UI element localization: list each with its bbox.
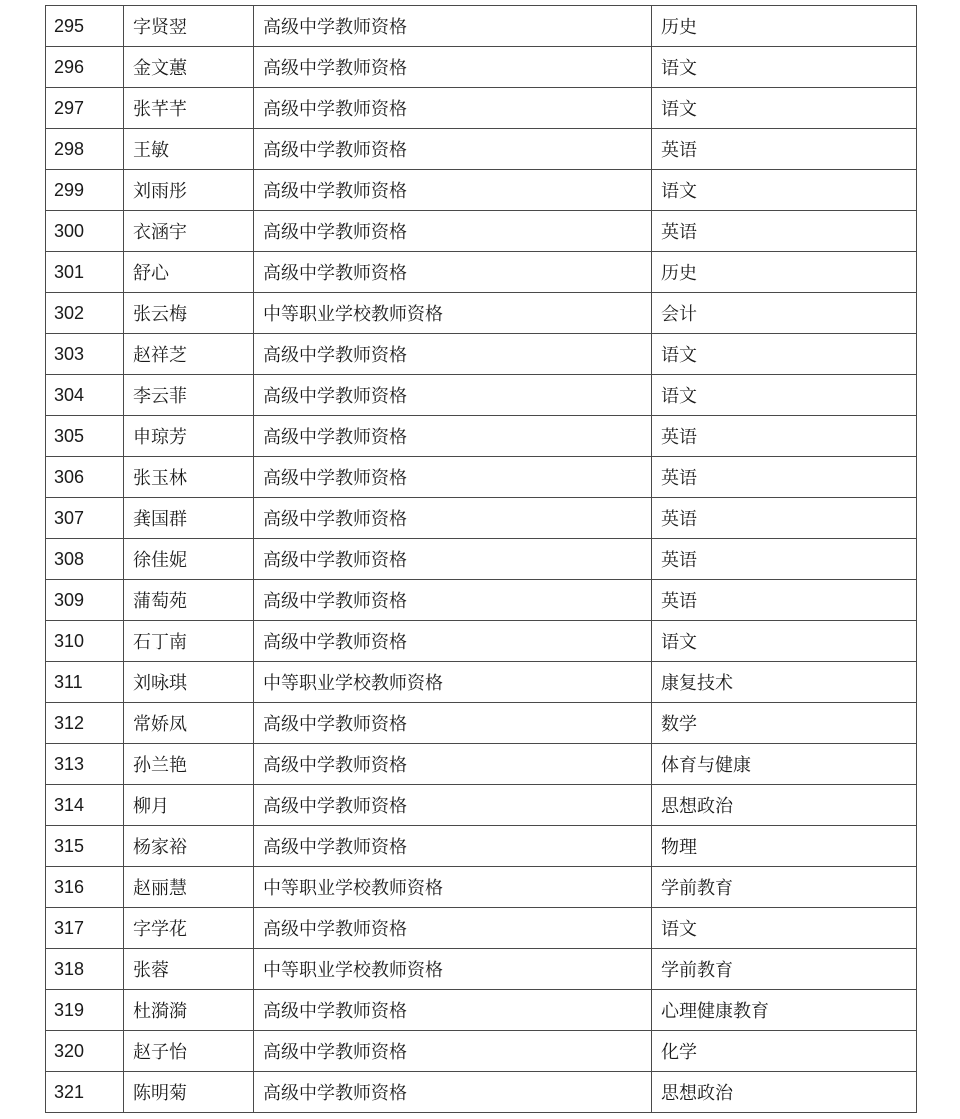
subject: 英语: [652, 539, 917, 580]
table-row: [46, 211, 917, 252]
person-name: 刘咏琪: [124, 662, 254, 703]
table-row: [46, 129, 917, 170]
subject: 语文: [652, 908, 917, 949]
row-number: 303: [46, 334, 124, 375]
qualification-type: 高级中学教师资格: [254, 88, 652, 129]
row-number: 310: [46, 621, 124, 662]
table-row: [46, 990, 917, 1031]
row-number: 295: [46, 6, 124, 47]
row-number: 302: [46, 293, 124, 334]
table-row: [46, 375, 917, 416]
subject: 心理健康教育: [652, 990, 917, 1031]
person-name: 字贤翌: [124, 6, 254, 47]
subject: 英语: [652, 129, 917, 170]
qualification-type: 高级中学教师资格: [254, 826, 652, 867]
table-row: [46, 334, 917, 375]
subject: 英语: [652, 457, 917, 498]
row-number: 311: [46, 662, 124, 703]
person-name: 申琼芳: [124, 416, 254, 457]
qualification-type: 高级中学教师资格: [254, 252, 652, 293]
subject: 学前教育: [652, 949, 917, 990]
qualification-type: 高级中学教师资格: [254, 170, 652, 211]
qualification-type: 中等职业学校教师资格: [254, 949, 652, 990]
row-number: 321: [46, 1072, 124, 1113]
row-number: 314: [46, 785, 124, 826]
qualification-type: 中等职业学校教师资格: [254, 293, 652, 334]
person-name: 蒲萄苑: [124, 580, 254, 621]
subject: 数学: [652, 703, 917, 744]
person-name: 石丁南: [124, 621, 254, 662]
table-row: [46, 662, 917, 703]
qualification-type: 高级中学教师资格: [254, 621, 652, 662]
qualification-type: 高级中学教师资格: [254, 211, 652, 252]
person-name: 赵丽慧: [124, 867, 254, 908]
person-name: 杨家裕: [124, 826, 254, 867]
qualification-type: 高级中学教师资格: [254, 416, 652, 457]
row-number: 298: [46, 129, 124, 170]
row-number: 299: [46, 170, 124, 211]
person-name: 衣涵宇: [124, 211, 254, 252]
person-name: 刘雨彤: [124, 170, 254, 211]
table-row: [46, 88, 917, 129]
subject: 体育与健康: [652, 744, 917, 785]
subject: 语文: [652, 170, 917, 211]
row-number: 296: [46, 47, 124, 88]
person-name: 赵子怡: [124, 1031, 254, 1072]
row-number: 315: [46, 826, 124, 867]
qualification-type: 高级中学教师资格: [254, 498, 652, 539]
person-name: 孙兰艳: [124, 744, 254, 785]
person-name: 陈明菊: [124, 1072, 254, 1113]
person-name: 杜漪漪: [124, 990, 254, 1031]
subject: 学前教育: [652, 867, 917, 908]
subject: 化学: [652, 1031, 917, 1072]
table-row: [46, 293, 917, 334]
row-number: 307: [46, 498, 124, 539]
qualification-type: 高级中学教师资格: [254, 744, 652, 785]
person-name: 赵祥芝: [124, 334, 254, 375]
table-body: [46, 6, 917, 1113]
person-name: 徐佳妮: [124, 539, 254, 580]
subject: 思想政治: [652, 785, 917, 826]
person-name: 金文蕙: [124, 47, 254, 88]
subject: 会计: [652, 293, 917, 334]
person-name: 张蓉: [124, 949, 254, 990]
subject: 语文: [652, 334, 917, 375]
table-row: [46, 867, 917, 908]
table-row: [46, 6, 917, 47]
qualification-type: 高级中学教师资格: [254, 703, 652, 744]
qualification-type: 高级中学教师资格: [254, 785, 652, 826]
subject: 语文: [652, 375, 917, 416]
qualification-type: 高级中学教师资格: [254, 580, 652, 621]
table-row: [46, 908, 917, 949]
qualification-type: 中等职业学校教师资格: [254, 662, 652, 703]
person-name: 张玉林: [124, 457, 254, 498]
table-row: [46, 498, 917, 539]
qualification-type: 高级中学教师资格: [254, 539, 652, 580]
qualification-type: 高级中学教师资格: [254, 375, 652, 416]
qualification-type: 高级中学教师资格: [254, 1072, 652, 1113]
subject: 英语: [652, 580, 917, 621]
subject: 思想政治: [652, 1072, 917, 1113]
person-name: 王敏: [124, 129, 254, 170]
qualification-type: 高级中学教师资格: [254, 457, 652, 498]
table-row: [46, 1031, 917, 1072]
subject: 历史: [652, 252, 917, 293]
table-row: [46, 826, 917, 867]
row-number: 309: [46, 580, 124, 621]
table-row: [46, 416, 917, 457]
table-row: [46, 539, 917, 580]
qualification-type: 高级中学教师资格: [254, 334, 652, 375]
qualification-type: 高级中学教师资格: [254, 908, 652, 949]
subject: 语文: [652, 47, 917, 88]
table-row: [46, 703, 917, 744]
row-number: 316: [46, 867, 124, 908]
person-name: 李云菲: [124, 375, 254, 416]
table-row: [46, 47, 917, 88]
qualification-type: 高级中学教师资格: [254, 129, 652, 170]
table-row: [46, 170, 917, 211]
table-row: [46, 1072, 917, 1113]
row-number: 312: [46, 703, 124, 744]
qualification-type: 高级中学教师资格: [254, 1031, 652, 1072]
subject: 语文: [652, 621, 917, 662]
row-number: 319: [46, 990, 124, 1031]
row-number: 317: [46, 908, 124, 949]
row-number: 297: [46, 88, 124, 129]
table-row: [46, 252, 917, 293]
subject: 英语: [652, 416, 917, 457]
subject: 历史: [652, 6, 917, 47]
person-name: 字学花: [124, 908, 254, 949]
person-name: 龚国群: [124, 498, 254, 539]
table-row: [46, 744, 917, 785]
teacher-qualification-table: [45, 5, 917, 1113]
table-row: [46, 785, 917, 826]
table-row: [46, 457, 917, 498]
subject: 语文: [652, 88, 917, 129]
person-name: 柳月: [124, 785, 254, 826]
subject: 英语: [652, 498, 917, 539]
row-number: 318: [46, 949, 124, 990]
row-number: 300: [46, 211, 124, 252]
row-number: 308: [46, 539, 124, 580]
row-number: 306: [46, 457, 124, 498]
qualification-type: 高级中学教师资格: [254, 990, 652, 1031]
table-row: [46, 580, 917, 621]
qualification-type: 高级中学教师资格: [254, 47, 652, 88]
person-name: 舒心: [124, 252, 254, 293]
qualification-type: 高级中学教师资格: [254, 6, 652, 47]
subject: 英语: [652, 211, 917, 252]
row-number: 305: [46, 416, 124, 457]
table-row: [46, 949, 917, 990]
person-name: 张云梅: [124, 293, 254, 334]
subject: 康复技术: [652, 662, 917, 703]
qualification-type: 中等职业学校教师资格: [254, 867, 652, 908]
row-number: 304: [46, 375, 124, 416]
person-name: 常娇凤: [124, 703, 254, 744]
row-number: 320: [46, 1031, 124, 1072]
table-row: [46, 621, 917, 662]
person-name: 张芊芊: [124, 88, 254, 129]
subject: 物理: [652, 826, 917, 867]
row-number: 301: [46, 252, 124, 293]
row-number: 313: [46, 744, 124, 785]
